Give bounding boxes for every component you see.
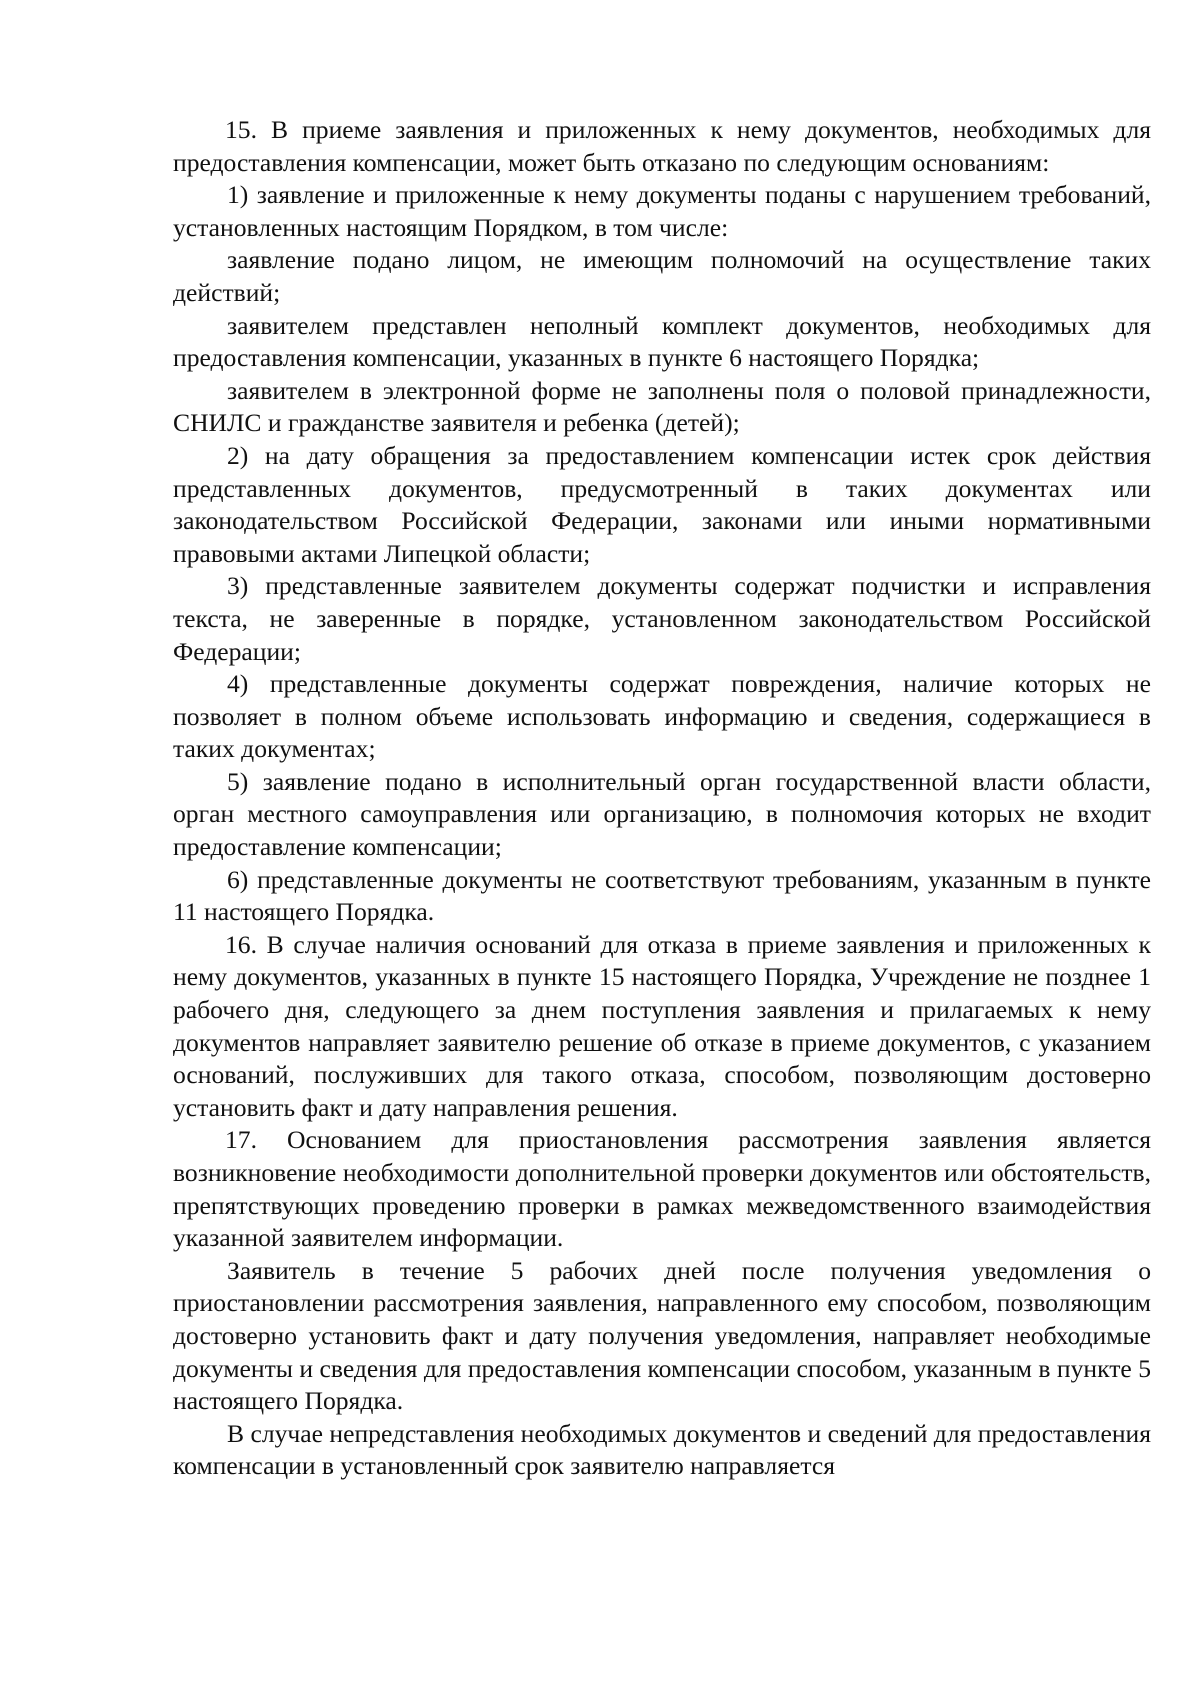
paragraph-15-item-1-sub-a: заявление подано лицом, не имеющим полномочий на осуществление таких действий;: [173, 245, 1151, 307]
paragraph-15-item-1-sub-b: заявителем представлен неполный комплект документов, необходимых для предоставления компенсации, указанных в пункте 6 настоящего Порядка;: [173, 310, 1151, 373]
paragraph-17-applicant: Заявитель в течение 5 рабочих дней после получения уведомления о приостановлении рассмотрения заявления, направленного ему способом, позволяющим достоверно установить факт и дату получения уведомления, направляет необходимые документы и сведения для предоставления компенсации способом, указанным в пункте 5 настоящего Порядка.: [173, 1255, 1151, 1416]
paragraph-15-item-3: 3) представленные заявителем документы содержат подчистки и исправления текста, не заверенные в порядке, установленном законодательством Российской Федерации;: [173, 571, 1151, 666]
paragraph-15-item-6: 6) представленные документы не соответствуют требованиям, указанным в пункте 11 настоящего Порядка.: [173, 864, 1151, 927]
paragraph-15: 15. В приеме заявления и приложенных к нему документов, необходимых для предоставления компенсации, может быть отказано по следующим основаниям:: [173, 115, 1151, 177]
paragraph-15-item-2: 2) на дату обращения за предоставлением компенсации истек срок действия представленных документов, предусмотренный в таких документах или законодательством Российской Федерации, законами или иными нормативными правовыми актами Липецкой области;: [173, 440, 1151, 568]
paragraph-17: 17. Основанием для приостановления рассмотрения заявления является возникновение необходимости дополнительной проверки документов или обстоятельств, препятствующих проведению проверки в рамках межведомственного взаимодействия указанной заявителем информации.: [173, 1125, 1151, 1253]
paragraph-17-nonsubmission: В случае непредставления необходимых документов и сведений для предоставления компенсации в установленный срок заявителю направляется: [173, 1418, 1151, 1481]
paragraph-15-item-4: 4) представленные документы содержат повреждения, наличие которых не позволяет в полном объеме использовать информацию и сведения, содержащиеся в таких документах;: [173, 669, 1151, 764]
document-body: [173, 114, 1151, 1483]
paragraph-16: 16. В случае наличия оснований для отказа в приеме заявления и приложенных к нему документов, указанных в пункте 15 настоящего Порядка, Учреждение не позднее 1 рабочего дня, следующего за днем поступления заявления и прилагаемых к нему документов направляет заявителю решение об отказе в приеме документов, с указанием оснований, послуживших для такого отказа, способом, позволяющим достоверно установить факт и дату направления решения.: [173, 929, 1151, 1122]
paragraph-15-item-1-sub-c: заявителем в электронной форме не заполнены поля о половой принадлежности, СНИЛС и гражданстве заявителя и ребенка (детей);: [173, 375, 1151, 438]
paragraph-15-item-1: 1) заявление и приложенные к нему документы поданы с нарушением требований, установленных настоящим Порядком, в том числе:: [173, 180, 1151, 242]
paragraph-15-item-5: 5) заявление подано в исполнительный орган государственной власти области, орган местного самоуправления или организацию, в полномочия которых не входит предоставление компенсации;: [173, 766, 1151, 862]
